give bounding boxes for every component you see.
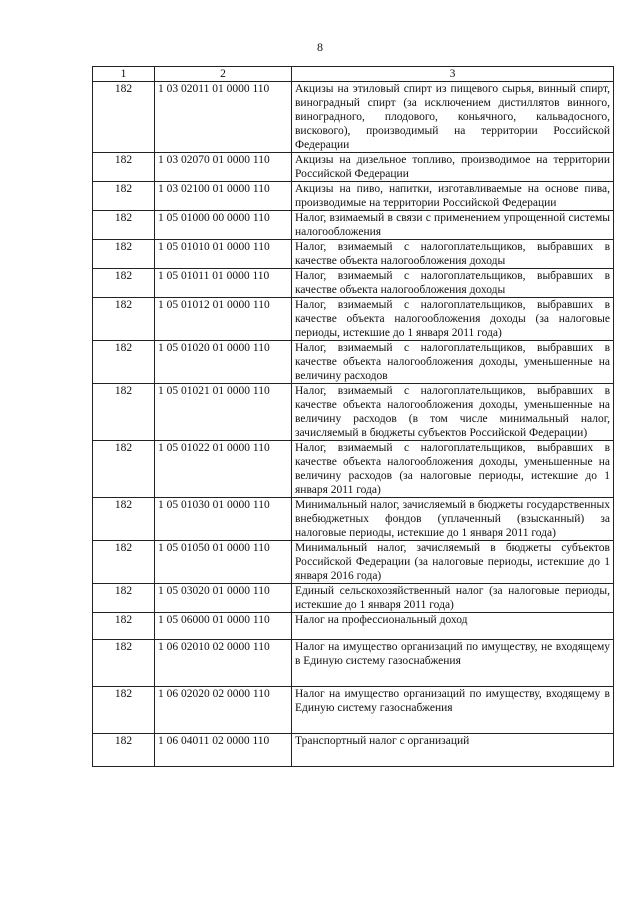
revenue-name-cell: Налог на имущество организаций по имуществу, входящему в Единую систему газоснабжения (292, 687, 614, 734)
revenue-code-cell: 1 05 01011 01 0000 110 (155, 269, 292, 298)
admin-code-cell: 182 (93, 269, 155, 298)
table-row (93, 541, 614, 584)
revenue-name-cell: Минимальный налог, зачисляемый в бюджеты субъектов Российской Федерации (за налоговые периоды, истекшие до 1 января 2016 года) (292, 541, 614, 584)
column-header-3: 3 (292, 67, 614, 82)
table-row (93, 211, 614, 240)
admin-code-cell: 182 (93, 734, 155, 767)
revenue-name-cell: Налог, взимаемый с налогоплательщиков, выбравших в качестве объекта налогообложения доходы, уменьшенные на величину расходов (за налоговые периоды, истекшие до 1 января 2011 года) (292, 441, 614, 498)
revenue-code-cell: 1 06 02020 02 0000 110 (155, 687, 292, 734)
table-row (93, 584, 614, 613)
admin-code-cell: 182 (93, 384, 155, 441)
revenue-code-cell: 1 05 01022 01 0000 110 (155, 441, 292, 498)
table-row (93, 441, 614, 498)
revenue-name-cell: Налог, взимаемый с налогоплательщиков, выбравших в качестве объекта налогообложения доходы (292, 240, 614, 269)
table-row (93, 82, 614, 153)
revenue-name-cell: Налог на профессиональный доход (292, 613, 614, 640)
table-row (93, 240, 614, 269)
revenue-code-cell: 1 06 02010 02 0000 110 (155, 640, 292, 687)
revenue-code-cell: 1 05 03020 01 0000 110 (155, 584, 292, 613)
revenue-code-cell: 1 05 01050 01 0000 110 (155, 541, 292, 584)
revenue-code-cell: 1 03 02011 01 0000 110 (155, 82, 292, 153)
revenue-name-cell: Транспортный налог с организаций (292, 734, 614, 767)
table-row (93, 384, 614, 441)
table-row (93, 613, 614, 640)
table-row (93, 734, 614, 767)
revenue-name-cell: Акцизы на дизельное топливо, производимое на территории Российской Федерации (292, 153, 614, 182)
column-header-1: 1 (93, 67, 155, 82)
revenue-name-cell: Налог, взимаемый с налогоплательщиков, выбравших в качестве объекта налогообложения доходы (292, 269, 614, 298)
table-row (93, 182, 614, 211)
table-row (93, 640, 614, 687)
revenue-code-cell: 1 03 02100 01 0000 110 (155, 182, 292, 211)
table-row (93, 341, 614, 384)
revenue-code-cell: 1 05 01000 00 0000 110 (155, 211, 292, 240)
admin-code-cell: 182 (93, 298, 155, 341)
table-row (93, 298, 614, 341)
revenue-code-cell: 1 03 02070 01 0000 110 (155, 153, 292, 182)
revenue-code-cell: 1 05 01020 01 0000 110 (155, 341, 292, 384)
page-number: 8 (317, 40, 323, 54)
revenue-code-cell: 1 05 06000 01 0000 110 (155, 613, 292, 640)
admin-code-cell: 182 (93, 541, 155, 584)
admin-code-cell: 182 (93, 153, 155, 182)
admin-code-cell: 182 (93, 182, 155, 211)
revenue-code-cell: 1 06 04011 02 0000 110 (155, 734, 292, 767)
table-header-row (93, 67, 614, 82)
admin-code-cell: 182 (93, 687, 155, 734)
revenue-name-cell: Акцизы на этиловый спирт из пищевого сырья, винный спирт, виноградный спирт (за исключением дистиллятов винного, виноградного, плодового, коньячного, кальвадосного, вискового), производимый на территории Российской Федерации (292, 82, 614, 153)
revenue-code-cell: 1 05 01012 01 0000 110 (155, 298, 292, 341)
revenue-code-cell: 1 05 01010 01 0000 110 (155, 240, 292, 269)
admin-code-cell: 182 (93, 584, 155, 613)
admin-code-cell: 182 (93, 441, 155, 498)
revenue-code-cell: 1 05 01030 01 0000 110 (155, 498, 292, 541)
revenue-code-cell: 1 05 01021 01 0000 110 (155, 384, 292, 441)
revenue-name-cell: Минимальный налог, зачисляемый в бюджеты государственных внебюджетных фондов (уплаченный (взысканный) за налоговые периоды, истекшие до 1 января 2011 года) (292, 498, 614, 541)
admin-code-cell: 182 (93, 211, 155, 240)
revenue-name-cell: Налог, взимаемый с налогоплательщиков, выбравших в качестве объекта налогообложения доходы, уменьшенные на величину расходов (292, 341, 614, 384)
admin-code-cell: 182 (93, 341, 155, 384)
admin-code-cell: 182 (93, 240, 155, 269)
revenue-name-cell: Налог на имущество организаций по имуществу, не входящему в Единую систему газоснабжения (292, 640, 614, 687)
revenue-codes-table (92, 66, 614, 767)
table-row (93, 269, 614, 298)
table-row (93, 687, 614, 734)
table-row (93, 498, 614, 541)
revenue-name-cell: Единый сельскохозяйственный налог (за налоговые периоды, истекшие до 1 января 2011 года) (292, 584, 614, 613)
table-row (93, 153, 614, 182)
revenue-name-cell: Налог, взимаемый с налогоплательщиков, выбравших в качестве объекта налогообложения доходы (за налоговые периоды, истекшие до 1 января 2011 года) (292, 298, 614, 341)
admin-code-cell: 182 (93, 498, 155, 541)
admin-code-cell: 182 (93, 613, 155, 640)
admin-code-cell: 182 (93, 82, 155, 153)
revenue-name-cell: Акцизы на пиво, напитки, изготавливаемые на основе пива, производимые на территории Российской Федерации (292, 182, 614, 211)
revenue-name-cell: Налог, взимаемый в связи с применением упрощенной системы налогообложения (292, 211, 614, 240)
admin-code-cell: 182 (93, 640, 155, 687)
column-header-2: 2 (155, 67, 292, 82)
revenue-name-cell: Налог, взимаемый с налогоплательщиков, выбравших в качестве объекта налогообложения доходы, уменьшенные на величину расходов (в том числе минимальный налог, зачисляемый в бюджеты субъектов Российской Федерации) (292, 384, 614, 441)
